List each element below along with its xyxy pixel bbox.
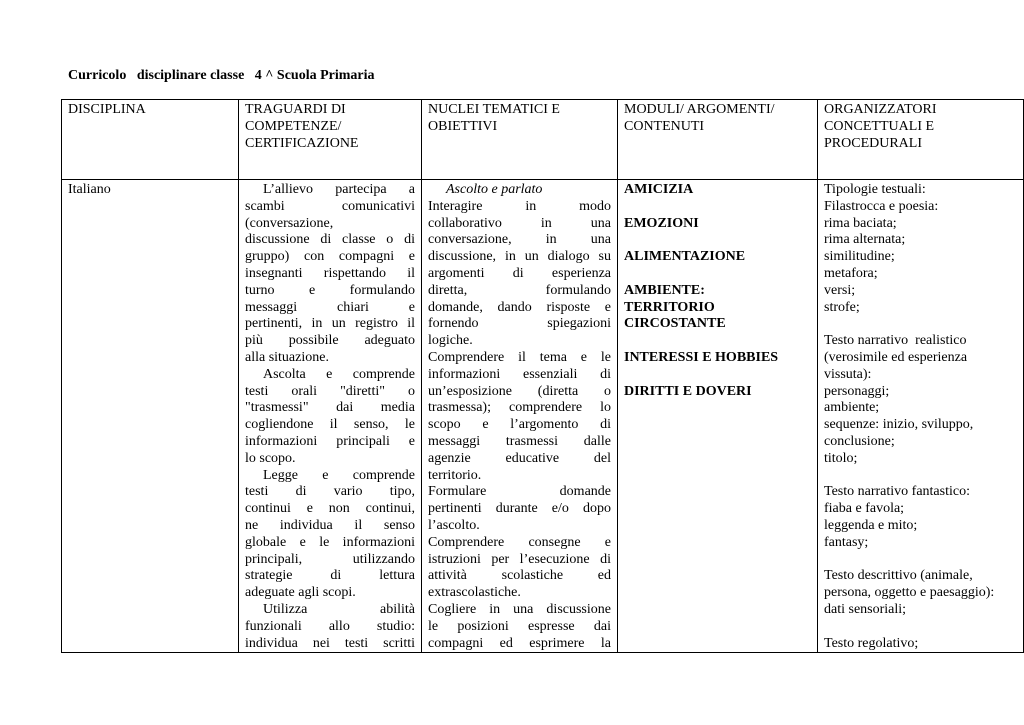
traguardi-line: testi di vario tipo, — [245, 484, 415, 500]
traguardi-line: strategie di lettura — [245, 568, 415, 584]
header-line: TRAGUARDI DI — [245, 102, 346, 117]
nuclei-line: extrascolastiche. — [428, 585, 521, 601]
traguardi-line: gruppo) con compagni e — [245, 249, 415, 265]
nuclei-line: l’ascolto. — [428, 517, 480, 533]
nuclei-line: collaborativo in una — [428, 215, 611, 231]
traguardi-line: Legge e comprende — [263, 467, 415, 483]
moduli-line: DIRITTI E DOVERI — [624, 383, 752, 399]
traguardi-line: alla situazione. — [245, 349, 329, 365]
nuclei-line: trasmessa); comprendere lo — [428, 400, 611, 416]
nuclei-line: agenzie educative del — [428, 450, 611, 466]
header-disciplina — [62, 100, 239, 180]
organizzatori-line: Testo narrativo fantastico: — [824, 484, 970, 500]
traguardi-line: turno e formulando — [245, 282, 415, 298]
organizzatori-line: versi; — [824, 282, 856, 298]
nuclei-line: conversazione, in una — [428, 232, 611, 248]
cell-nuclei — [422, 180, 618, 653]
cell-disciplina — [62, 180, 239, 653]
nuclei-line: Comprendere consegne e — [428, 534, 611, 550]
nuclei-line: compagni ed esprimere la — [428, 635, 611, 651]
moduli-line — [624, 266, 811, 283]
organizzatori-line: ambiente; — [824, 400, 880, 416]
moduli-line: TERRITORIO — [624, 299, 715, 315]
traguardi-line: ne individua il senso — [245, 517, 415, 533]
organizzatori-line: leggenda e mito; — [824, 517, 918, 533]
header-traguardi — [239, 100, 422, 180]
organizzatori-line — [824, 468, 1017, 485]
organizzatori-line: sequenze: inizio, sviluppo, — [824, 417, 974, 433]
nuclei-line: un’esposizione (diretta o — [428, 383, 611, 399]
traguardi-line: testi orali "diretti" o — [245, 383, 415, 399]
header-moduli — [618, 100, 818, 180]
cell-moduli — [618, 180, 818, 653]
organizzatori-line: Testo narrativo realistico — [824, 333, 967, 349]
organizzatori-line: similitudine; — [824, 249, 895, 265]
traguardi-line: scambi comunicativi — [245, 198, 415, 214]
traguardi-line: messaggi chiari e — [245, 299, 415, 315]
nuclei-line: informazioni essenziali di — [428, 366, 611, 382]
organizzatori-line: conclusione; — [824, 433, 895, 449]
table-header-row — [62, 100, 1024, 180]
organizzatori-line: fantasy; — [824, 534, 869, 550]
cell-organizzatori — [818, 180, 1024, 653]
nuclei-line: logiche. — [428, 333, 473, 349]
traguardi-line: (conversazione, — [245, 215, 334, 231]
nuclei-line: le posizioni espresse dai — [428, 618, 611, 634]
traguardi-line: principali, utilizzando — [245, 551, 415, 567]
nuclei-line: domande, dando risposte e — [428, 299, 611, 315]
nuclei-line: pertinenti durante e/o dopo — [428, 501, 611, 517]
traguardi-line: più possibile adeguato — [245, 333, 415, 349]
header-line: CERTIFICAZIONE — [245, 135, 359, 151]
moduli-line: AMICIZIA — [624, 182, 694, 197]
organizzatori-line — [824, 552, 1017, 569]
organizzatori-line: rima alternata; — [824, 232, 906, 248]
traguardi-line: pertinenti, in un registro il — [245, 316, 415, 332]
traguardi-line: Utilizza abilità — [263, 601, 415, 617]
organizzatori-line: Testo regolativo; — [824, 635, 919, 651]
nuclei-line: Formulare domande — [428, 484, 611, 500]
header-organizzatori — [818, 100, 1024, 180]
organizzatori-line: metafora; — [824, 265, 878, 281]
traguardi-line: globale e le informazioni — [245, 534, 415, 550]
header-line: ORGANIZZATORI — [824, 102, 937, 117]
nuclei-line: Cogliere in una discussione — [428, 601, 611, 617]
moduli-line: ALIMENTAZIONE — [624, 249, 746, 265]
header-line: COMPETENZE/ — [245, 118, 342, 134]
traguardi-line: L’allievo partecipa a — [263, 182, 415, 197]
organizzatori-line — [824, 316, 1017, 333]
header-line: CONCETTUALI E — [824, 118, 935, 134]
nuclei-line: fornendo spiegazioni — [428, 316, 611, 332]
organizzatori-line: fiaba e favola; — [824, 501, 905, 517]
traguardi-line: "trasmessi" dai media — [245, 400, 415, 416]
organizzatori-line: rima baciata; — [824, 215, 897, 231]
header-line: DISCIPLINA — [68, 102, 146, 117]
traguardi-line: informazioni principali e — [245, 433, 415, 449]
moduli-line — [624, 232, 811, 249]
page-title: Curricolo disciplinare classe 4 ^ Scuola Primaria — [68, 68, 375, 83]
organizzatori-line: titolo; — [824, 450, 858, 466]
traguardi-line: funzionali allo studio: — [245, 618, 415, 634]
moduli-line — [624, 367, 811, 384]
traguardi-line: lo scopo. — [245, 450, 296, 466]
traguardi-line: insegnanti rispettando il — [245, 265, 415, 281]
nuclei-line: messaggi trasmessi dalle — [428, 433, 611, 449]
traguardi-line: cogliendone il senso, le — [245, 417, 415, 433]
traguardi-line: adeguate agli scopi. — [245, 585, 356, 601]
nuclei-line: Comprendere il tema e le — [428, 349, 611, 365]
nuclei-line: argomenti di esperienza — [428, 265, 611, 281]
moduli-line — [624, 199, 811, 216]
moduli-line — [624, 333, 811, 350]
moduli-line: AMBIENTE: — [624, 282, 705, 298]
nuclei-line: Interagire in modo — [428, 198, 611, 214]
curriculum-table — [61, 99, 1024, 653]
header-nuclei — [422, 100, 618, 180]
cell-traguardi — [239, 180, 422, 653]
organizzatori-line: persona, oggetto e paesaggio): — [824, 585, 995, 601]
header-line: MODULI/ ARGOMENTI/ — [624, 102, 775, 117]
header-line: CONTENUTI — [624, 118, 705, 134]
moduli-line: EMOZIONI — [624, 215, 699, 231]
nuclei-line: discussione, in un dialogo su — [428, 249, 611, 265]
header-line: OBIETTIVI — [428, 118, 498, 134]
traguardi-line: discussione di classe o di — [245, 232, 415, 248]
traguardi-line: Ascolta e comprende — [263, 366, 415, 382]
organizzatori-line: Tipologie testuali: — [824, 182, 926, 197]
organizzatori-line: Filastrocca e poesia: — [824, 198, 939, 214]
organizzatori-line: (verosimile ed esperienza — [824, 349, 968, 365]
disciplina-text: Italiano — [68, 182, 111, 197]
organizzatori-line: strofe; — [824, 299, 860, 315]
moduli-line: CIRCOSTANTE — [624, 316, 726, 332]
nuclei-line: territorio. — [428, 467, 482, 483]
nuclei-line: Ascolto e parlato — [446, 182, 543, 197]
nuclei-line: attività scolastiche ed — [428, 568, 611, 584]
organizzatori-line — [824, 619, 1017, 636]
traguardi-line: individua nei testi scritti — [245, 635, 415, 651]
nuclei-line: scopo e l’argomento di — [428, 417, 611, 433]
traguardi-line: continui e non continui, — [245, 501, 415, 517]
header-line: NUCLEI TEMATICI E — [428, 102, 560, 117]
organizzatori-line: dati sensoriali; — [824, 601, 907, 617]
header-line: PROCEDURALI — [824, 135, 923, 151]
organizzatori-line: personaggi; — [824, 383, 890, 399]
organizzatori-line: vissuta): — [824, 366, 872, 382]
moduli-line: INTERESSI E HOBBIES — [624, 349, 779, 365]
table-row-italiano — [62, 180, 1024, 653]
organizzatori-line: Testo descrittivo (animale, — [824, 568, 973, 584]
nuclei-line: istruzioni per l’esecuzione di — [428, 551, 611, 567]
nuclei-line: diretta, formulando — [428, 282, 611, 298]
